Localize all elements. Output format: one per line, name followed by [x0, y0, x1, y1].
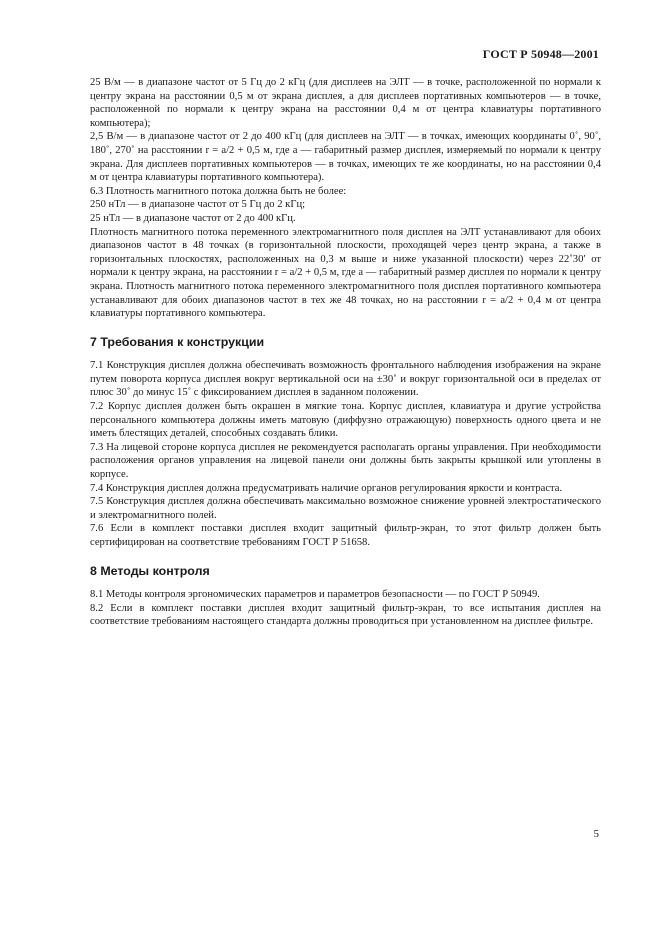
- paragraph: 8.2 Если в комплект поставки дисплея входит защитный фильтр-экран, то все испытания дисплея на соответствие требованиям настоящего стандарта должны проводиться при установленном на дисплее фильтре.: [90, 602, 601, 628]
- paragraph: Плотность магнитного потока переменного электромагнитного поля дисплея на ЭЛТ устанавливают для обоих диапазонов частот в 48 точках (в горизонтальной плоскости, проходящей через центр экрана, а также в горизонтальных плоскостях, расположенных на 0,3 м выше и ниже указанной плоскости) через 22˚30′ от нормали к центру экрана, на расстоянии r = a/2 + 0,5 м, где a — габаритный размер дисплея по нормали к центру экрана. Плотность магнитного потока переменного электромагнитного поля дисплея портативного компьютера устанавливают для обоих диапазонов частот в тех же 48 точках, но на расстоянии r = a/2 + 0,4 м от центра клавиатуры портативного компьютера.: [90, 226, 601, 320]
- document-header: ГОСТ Р 50948—2001: [482, 47, 599, 61]
- paragraph: 7.4 Конструкция дисплея должна предусматривать наличие органов регулирования яркости и контраста.: [90, 482, 563, 494]
- paragraph: 6.3 Плотность магнитного потока должна быть не более:: [90, 185, 347, 197]
- paragraph: 250 нТл — в диапазоне частот от 5 Гц до 2 кГц;: [90, 199, 306, 211]
- paragraph: 8.1 Методы контроля эргономических параметров и параметров безопасности — по ГОСТ Р 50949.: [90, 589, 540, 601]
- document-body: [90, 76, 601, 629]
- paragraph: 7.2 Корпус дисплея должен быть окрашен в мягкие тона. Корпус дисплея, клавиатура и другие устройства персонального компьютера должны иметь матовую (диффузно отражающую) поверхность одного цвета и не иметь блестящих деталей, способных создавать блики.: [90, 401, 601, 440]
- paragraph: 25 нТл — в диапазоне частот от 2 до 400 кГц.: [90, 212, 296, 224]
- paragraph: 7.6 Если в комплект поставки дисплея входит защитный фильтр-экран, то этот фильтр должен быть сертифицирован на соответствие требованиям ГОСТ Р 51658.: [90, 523, 601, 548]
- paragraph: 2,5 В/м — в диапазоне частот от 2 до 400 кГц (для дисплеев на ЭЛТ — в точках, имеющих координаты 0˚, 90˚, 180˚, 270˚ на расстоянии r = a/2 + 0,5 м, где a — габаритный размер дисплея, измеряемый по нормали к центру экрана. Для дисплеев портативных компьютеров — в точках, имеющих те же координаты, но на расстоянии 0,4 м от центра клавиатуры портативного компьютера).: [90, 131, 601, 184]
- paragraph: 25 В/м — в диапазоне частот от 5 Гц до 2 кГц (для дисплеев на ЭЛТ — в точке, расположенной по нормали к центру экрана на расстоянии 0,5 м от экрана дисплея, а для дисплеев портативных компьютеров — в точке, расположенной по нормали к центру экрана на расстоянии 0,4 м от центра клавиатуры портативного компьютера);: [90, 77, 601, 129]
- page-number: 5: [593, 828, 599, 840]
- paragraph: 7.3 На лицевой стороне корпуса дисплея не рекомендуется располагать органы управления. При необходимости расположения органов управления на лицевой панели они должны быть закрыты крышкой или утоплены в корпусе.: [90, 441, 601, 481]
- section-7-title: 7 Требования к конструкции: [90, 334, 265, 349]
- paragraph: 7.5 Конструкция дисплея должна обеспечивать максимально возможное снижение уровней электростатического и электромагнитного полей.: [90, 496, 601, 521]
- paragraph: 7.1 Конструкция дисплея должна обеспечивать возможность фронтального наблюдения изображения на экране путем поворота корпуса дисплея вокруг вертикальной оси на ±30˚ и вокруг горизонтальной оси в пределах от плюс 30˚ до минус 15˚ с фиксированием дисплея в заданном положении.: [90, 360, 601, 399]
- section-8-title: 8 Методы контроля: [90, 563, 210, 578]
